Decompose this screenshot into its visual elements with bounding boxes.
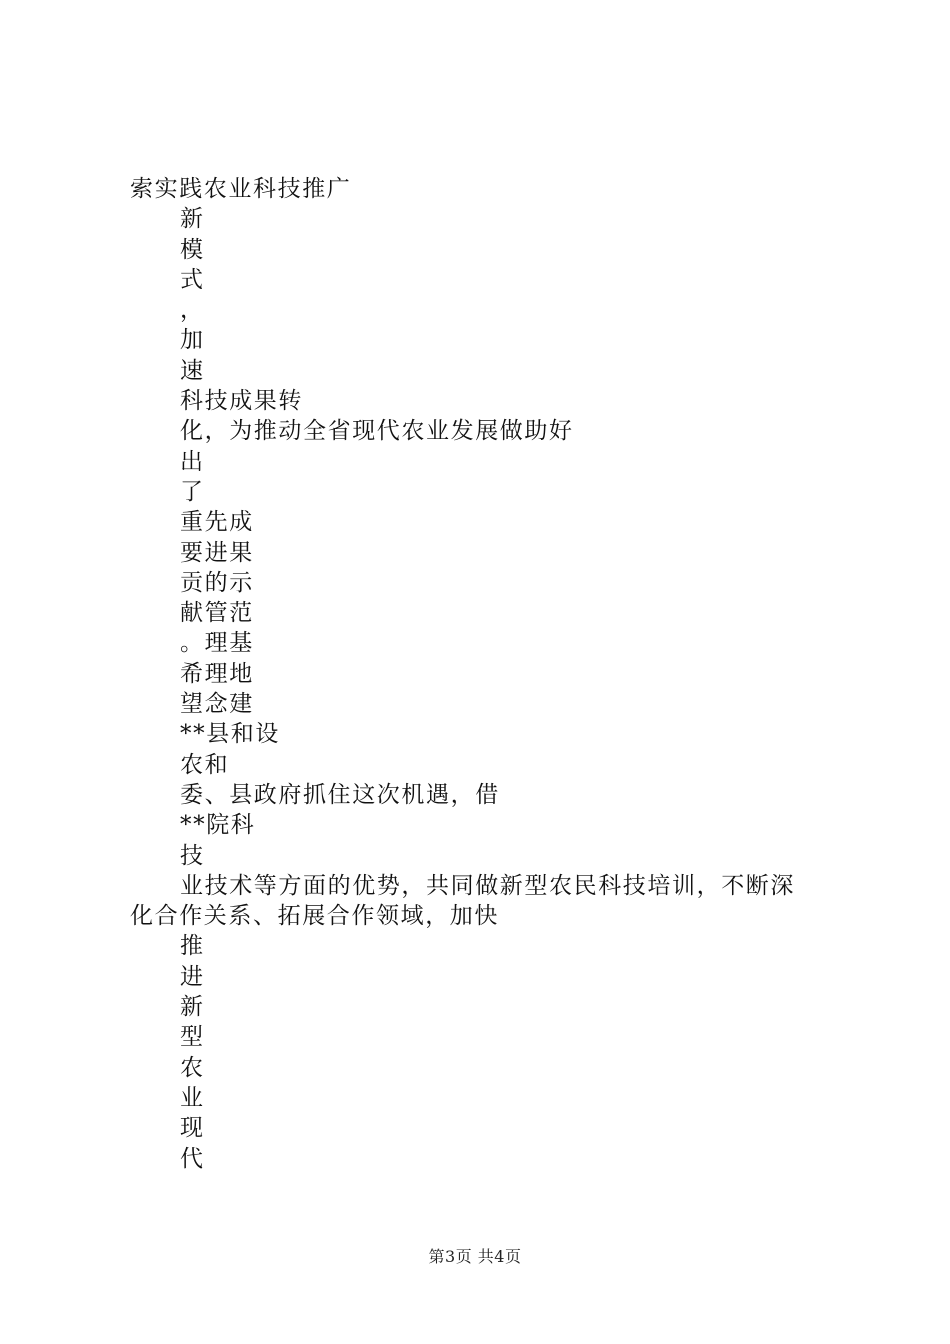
text-line: 业技术等方面的优势，共同做新型农民科技培训，不断深 [180, 872, 795, 899]
text-line: 。理基 [180, 630, 254, 657]
text-line: 贡的示 [180, 569, 254, 596]
text-line: 式 [180, 266, 205, 293]
text-line: 代 [180, 1145, 205, 1172]
text-line: 模 [180, 236, 205, 263]
text-line: 委、县政府抓住这次机遇，借 [180, 781, 500, 808]
text-line: 进 [180, 963, 205, 990]
text-line: 加 [180, 327, 205, 354]
text-line: 重先成 [180, 509, 254, 536]
text-line: 献管范 [180, 600, 254, 627]
page-footer: 第3页 共4页 [428, 1247, 522, 1266]
text-line: **县和设 [180, 721, 280, 748]
text-line: 新 [180, 994, 205, 1021]
text-line: 希理地 [180, 660, 254, 687]
text-line: 了 [180, 478, 205, 505]
text-line: 新 [180, 206, 205, 233]
text-line: 科技成果转 [180, 388, 303, 415]
text-line: 望念建 [180, 691, 254, 718]
text-line: 型 [180, 1024, 205, 1051]
text-line: 业 [180, 1084, 205, 1111]
text-line: 要进果 [180, 539, 254, 566]
text-line: **院科 [180, 812, 256, 839]
text-line: 现 [180, 1115, 205, 1142]
text-line: ， [180, 297, 205, 324]
text-line: 技 [180, 842, 205, 869]
text-line: 推 [180, 933, 205, 960]
document-body [130, 174, 835, 1174]
text-line: 出 [180, 448, 205, 475]
text-line: 速 [180, 357, 205, 384]
text-line: 化，为推动全省现代农业发展做助好 [180, 418, 574, 445]
text-line: 农 [180, 1054, 205, 1081]
text-line: 化合作关系、拓展合作领域，加快 [130, 903, 499, 930]
text-line: 索实践农业科技推广 [130, 176, 352, 202]
text-line: 农和 [180, 751, 230, 778]
